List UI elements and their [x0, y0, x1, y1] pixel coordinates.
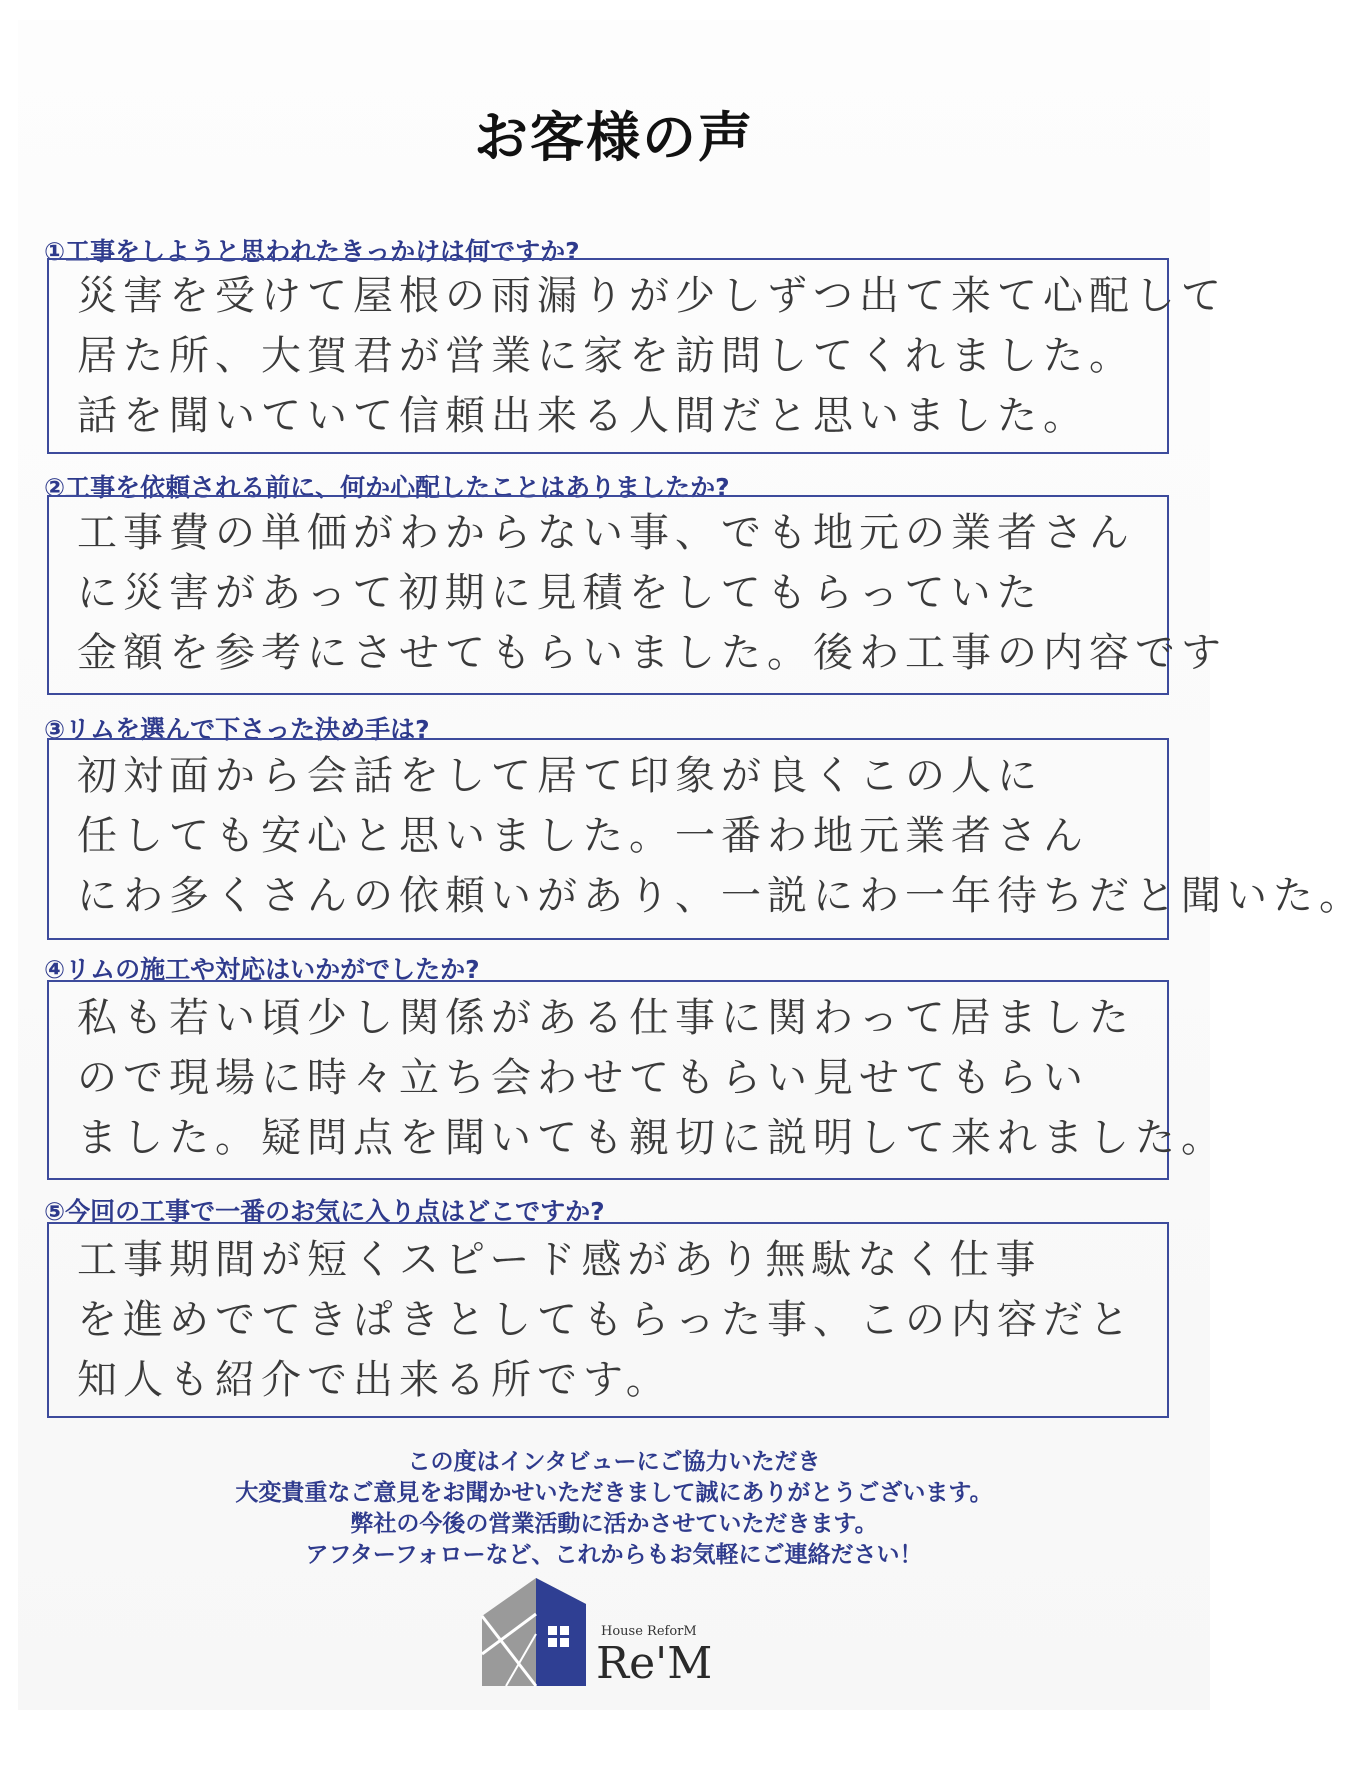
- answer-2-line-2: に災害があって初期に見積をしてもらっていた: [77, 570, 1043, 616]
- logo-subtitle: House ReforM: [601, 1624, 697, 1639]
- answer-5-line-1: 工事期間が短くスピード感があり無駄なく仕事: [77, 1237, 1042, 1283]
- answer-1-line-1: 災害を受けて屋根の雨漏りが少しずつ出て来て心配して: [77, 273, 1227, 319]
- answer-5-line-3: 知人も紹介で出来る所です。: [77, 1357, 672, 1403]
- answer-1-box: [47, 258, 1227, 454]
- question-1-label: ①工事をしようと思われたきっかけは何ですか?: [44, 237, 580, 266]
- answer-3-box: [47, 738, 1365, 940]
- answer-3-line-3: にわ多くさんの依頼いがあり、一説にわ一年待ちだと聞いた。: [77, 873, 1365, 919]
- question-2-label: ②工事を依頼される前に、何か心配したことはありましたか?: [44, 473, 730, 502]
- answer-1-line-3: 話を聞いていて信頼出来る人間だと思いました。: [77, 393, 1089, 439]
- closing-line-2: 大変貴重なご意見をお聞かせいただきまして誠にありがとうございます。: [235, 1480, 993, 1506]
- closing-message: [0, 1447, 1228, 1571]
- closing-line-1: この度はインタビューにご協力いただき: [407, 1449, 821, 1475]
- answer-2-box: [47, 495, 1227, 695]
- answer-3-line-1: 初対面から会話をして居て印象が良くこの人に: [77, 753, 1043, 799]
- answer-4-line-1: 私も若い頃少し関係がある仕事に関わって居ました: [77, 995, 1135, 1041]
- question-5-label: ⑤今回の工事で一番のお気に入り点はどこですか?: [44, 1197, 605, 1226]
- house-logo-icon: [476, 1574, 588, 1690]
- answer-1-line-2: 居た所、大賀君が営業に家を訪問してくれました。: [77, 333, 1135, 379]
- closing-line-4: アフターフォローなど、これからもお気軽にご連絡ださい！: [305, 1542, 923, 1568]
- answer-2-line-3: 金額を参考にさせてもらいました。後わ工事の内容です: [77, 630, 1227, 676]
- logo-name: Re'M: [596, 1638, 713, 1689]
- answer-5-box: [47, 1222, 1169, 1418]
- closing-line-3: 弊社の今後の営業活動に活かさせていただきます。: [350, 1511, 878, 1537]
- page-title: お客様の声: [474, 106, 754, 169]
- answer-3-line-2: 任しても安心と思いました。一番わ地元業者さん: [77, 813, 1089, 859]
- question-3-label: ③リムを選んで下さった決め手は?: [44, 715, 430, 744]
- company-logo: [476, 1574, 746, 1694]
- answer-4-line-3: ました。疑問点を聞いても親切に説明して来れました。: [77, 1115, 1227, 1161]
- answer-4-box: [47, 980, 1227, 1180]
- answer-2-line-1: 工事費の単価がわからない事、でも地元の業者さん: [77, 510, 1135, 556]
- answer-4-line-2: ので現場に時々立ち会わせてもらい見せてもらい: [77, 1055, 1089, 1101]
- question-4-label: ④リムの施工や対応はいかがでしたか?: [44, 955, 480, 984]
- answer-5-line-2: を進めでてきぱきとしてもらった事、この内容だと: [77, 1297, 1135, 1343]
